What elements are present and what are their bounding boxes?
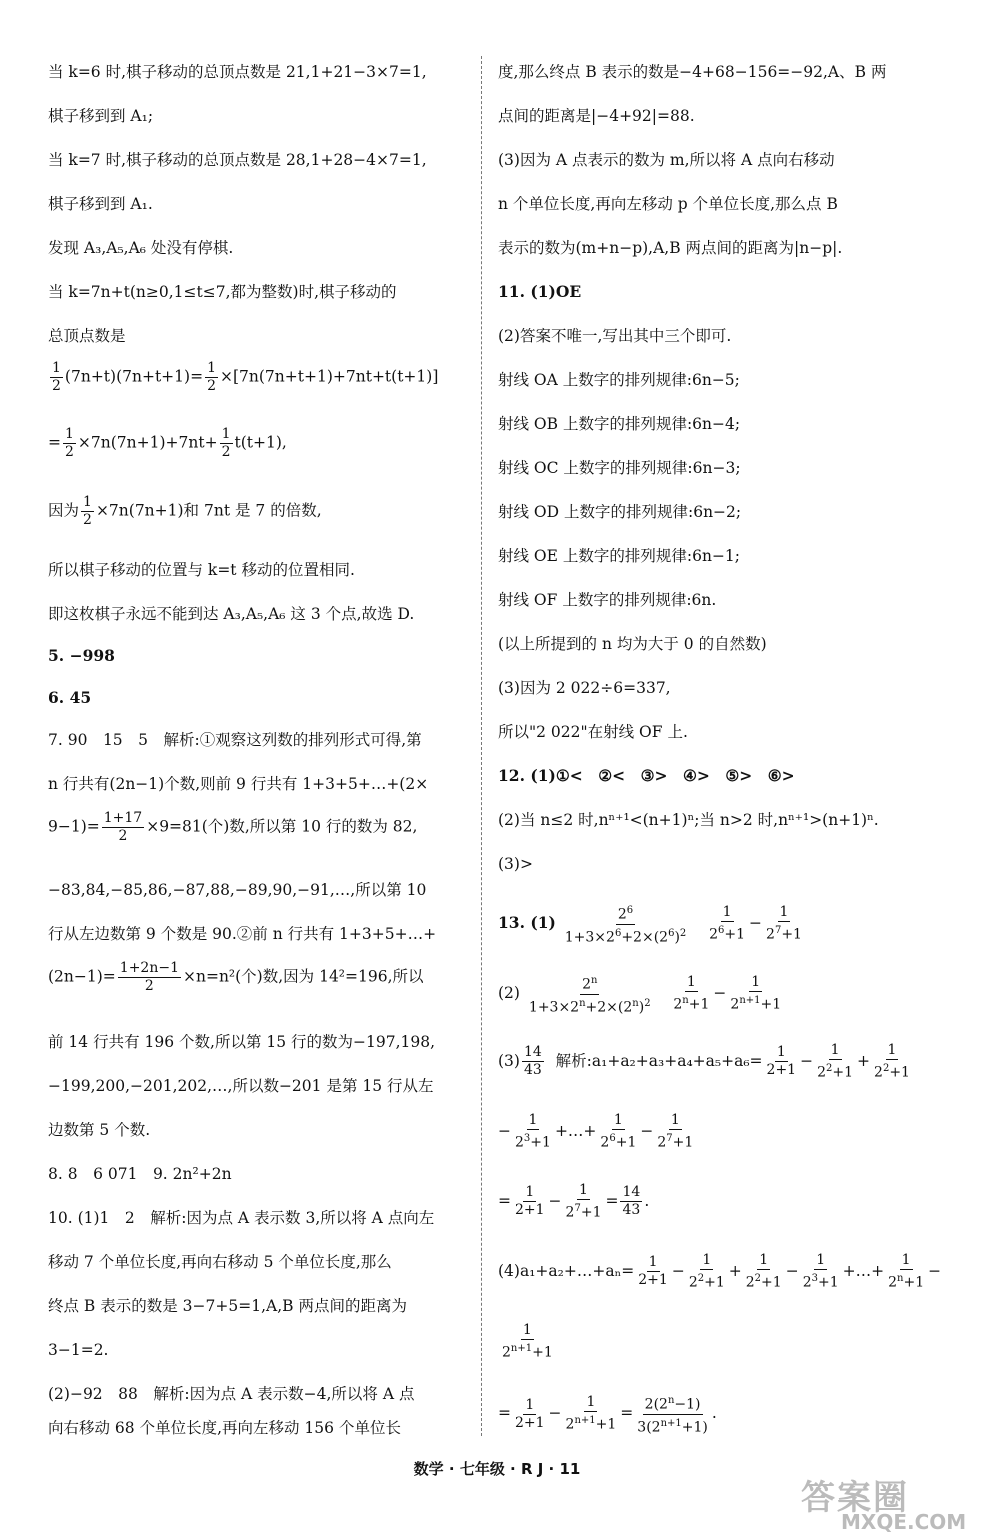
formula-text: ×9=81(个)数,所以第 10 行的数为 82, <box>146 817 418 836</box>
formula-text: (3) <box>498 1051 520 1070</box>
formula-text: t(t+1), <box>234 433 287 452</box>
formula-line <box>48 494 322 529</box>
fraction: $\frac{1}{2^3+1}$ <box>515 1112 551 1151</box>
answer-5: 5. −998 <box>48 646 115 665</box>
formula-line <box>48 426 287 461</box>
text-line: 当 k=7 时,棋子移动的总顶点数是 28,1+28−4×7=1, <box>48 151 427 169</box>
text-line: −199,200,−201,202,…,所以数−201 是第 15 行从左 <box>48 1077 434 1095</box>
fraction: $\frac{1}{2^2+1}$ <box>745 1252 782 1291</box>
formula-text: ×7n(7n+1)+7nt+ <box>77 433 218 452</box>
text-line: 度,那么终点 B 表示的数是−4+68−156=−92,A、B 两 <box>498 63 887 81</box>
formula-text: (7n+t)(7n+t+1)= <box>64 367 204 386</box>
text-line: (2)当 n≤2 时,nⁿ⁺¹<(n+1)ⁿ;当 n>2 时,nⁿ⁺¹>(n+1)ⁿ. <box>498 811 879 829</box>
fraction: $\frac{1}{2}$ <box>65 426 74 460</box>
formula-line: = $\frac{1}{2+1}$ − $\frac{1}{2^7+1}$ = $\frac{14}{43}$ . <box>498 1182 650 1221</box>
fraction: $\frac{1+17}{2}$ <box>103 810 143 844</box>
text-line: (2)答案不唯一,写出其中三个即可. <box>498 327 732 345</box>
fraction: $\frac{1}{2}$ <box>83 494 92 528</box>
fraction: $\frac{1}{2^6+1}$ <box>709 904 746 943</box>
formula-line: (2) $\frac{2^n}{1+3\times 2^n+2\times(2^n)^2}$ $\frac{1}{2^n+1}$ − $\frac{1}{2^{n+1}+1}$ <box>498 972 785 1016</box>
formula-text: = <box>498 1404 511 1423</box>
formula-line <box>498 1322 557 1362</box>
text-line: 射线 OD 上数字的排列规律:6n−2; <box>498 503 742 521</box>
fraction: $\frac{1}{2}$ <box>207 360 216 394</box>
formula-text: 因为 <box>48 501 80 520</box>
fraction: $\frac{1}{2}$ <box>52 360 61 394</box>
fraction: $\frac{1}{2+1}$ <box>515 1184 545 1219</box>
text-line: 棋子移到到 A₁. <box>48 195 153 213</box>
text-line: (3)> <box>498 855 533 873</box>
formula-line <box>48 960 424 995</box>
formula-line: = $\frac{1}{2+1}$ − $\frac{1}{2^{n+1}+1}$ = $\frac{2(2^n-1)}{3(2^{n+1}+1)}$ . <box>498 1392 717 1436</box>
formula-text: (2n−1)= <box>48 967 116 986</box>
text-line: 当 k=7n+t(n≥0,1≤t≤7,都为整数)时,棋子移动的 <box>48 283 397 301</box>
formula-text: ×[7n(7n+t+1)+7nt+t(t+1)] <box>220 367 439 386</box>
text-line: 射线 OB 上数字的排列规律:6n−4; <box>498 415 741 433</box>
text-line: 总顶点数是 <box>48 327 126 345</box>
text-line: 所以棋子移动的位置与 k=t 移动的位置相同. <box>48 561 355 579</box>
page-footer: 数学 · 七年级 · R J · 11 <box>413 1460 581 1478</box>
text-line: 行从左边数第 9 个数是 90.②前 n 行共有 1+3+5+…+ <box>48 925 437 943</box>
answer-7: 7. 90 15 5 解析:①观察这列数的排列形式可得,第 <box>48 731 422 749</box>
text-line: (3)因为 A 点表示的数为 m,所以将 A 点向右移动 <box>498 151 835 169</box>
formula-text: (2) <box>498 984 520 1003</box>
formula-text: − <box>498 1121 511 1140</box>
formula-text: (4)a₁+a₂+…+aₙ= <box>498 1261 635 1280</box>
text-line: −83,84,−85,86,−87,88,−89,90,−91,…,所以第 10 <box>48 881 427 899</box>
formula-line <box>48 360 438 395</box>
formula-line: (3) $\frac{14}{43}$ 解析:a₁+a₂+a₃+a₄+a₅+a₆= $\frac{1}{2+1}$ − $\frac{1}{2^2+1}$ + $\frac{1}{2^2+1}$ <box>498 1042 910 1081</box>
fraction: $\frac{1}{2^6+1}$ <box>600 1112 637 1151</box>
fraction: $\frac{1}{2+1}$ <box>638 1254 668 1289</box>
formula-text: 13. (1) <box>498 913 556 933</box>
answer-6: 6. 45 <box>48 688 92 707</box>
formula-text: ×n=n²(个)数,因为 14²=196,所以 <box>182 967 424 986</box>
answer-11: 11. (1)OE <box>498 282 582 301</box>
watermark-logo: 答案圈 MXQE.COM <box>801 1478 967 1534</box>
answer-12: 12. (1)①< ②< ③> ④> ⑤> ⑥> <box>498 766 795 785</box>
column-divider <box>481 56 482 1436</box>
text-line: n 行共有(2n−1)个数,则前 9 行共有 1+3+5+…+(2× <box>48 775 429 793</box>
text-line: 终点 B 表示的数是 3−7+5=1,A,B 两点间的距离为 <box>48 1297 407 1315</box>
formula-text: ×7n(7n+1)和 7nt 是 7 的倍数, <box>95 501 322 520</box>
fraction: $\frac{1}{2^n+1}$ <box>888 1252 925 1291</box>
formula-line <box>48 810 417 845</box>
text-line: 棋子移到到 A₁; <box>48 107 154 125</box>
formula-text: = <box>48 433 61 452</box>
text-line: 点间的距离是|−4+92|=88. <box>498 107 695 125</box>
fraction: $\frac{1}{2+1}$ <box>515 1396 545 1431</box>
fraction: $\frac{2^6}{1+3\times 2^6+2\times(2^6)^2}$ <box>563 902 689 946</box>
text-line: n 个单位长度,再向左移动 p 个单位长度,那么点 B <box>498 195 838 213</box>
fraction: $\frac{1}{2^{n+1}+1}$ <box>730 974 782 1013</box>
text-line: 表示的数为(m+n−p),A,B 两点间的距离为|n−p|. <box>498 239 843 257</box>
formula-text: = <box>498 1191 511 1210</box>
formula-line: (4)a₁+a₂+…+aₙ= $\frac{1}{2+1}$ − $\frac{1}{2^2+1}$ + $\frac{1}{2^2+1}$ − $\frac{1}{2^3+1}$ +…+ $\frac{1}{2^n+1}$ − <box>498 1252 942 1291</box>
text-line: 前 14 行共有 196 个数,所以第 15 行的数为−197,198, <box>48 1033 436 1051</box>
fraction: $\frac{1}{2}$ <box>221 426 231 460</box>
text-line: 发现 A₃,A₅,A₆ 处没有停棋. <box>48 239 234 257</box>
fraction: $\frac{1}{2^n+1}$ <box>673 974 710 1013</box>
text-line: 向右移动 68 个单位长度,再向左移动 156 个单位长 <box>48 1419 401 1437</box>
fraction: $\frac{1}{2+1}$ <box>766 1044 797 1079</box>
formula-text: 9−1)= <box>48 817 100 836</box>
text-line: 所以"2 022"在射线 OF 上. <box>498 723 688 741</box>
answer-8-9: 8. 8 6 071 9. 2n²+2n <box>48 1165 232 1183</box>
text-line: 射线 OC 上数字的排列规律:6n−3; <box>498 459 741 477</box>
fraction: $\frac{14}{43}$ <box>523 1044 542 1079</box>
fraction: $\frac{1}{2^2+1}$ <box>817 1042 854 1081</box>
answer-13: 13. (1) $\frac{2^6}{1+3\times 2^6+2\times(2^6)^2}$ $\frac{1}{2^6+1}$ − $\frac{1}{2^7+1}$ <box>498 902 806 946</box>
fraction: $\frac{1}{2^{n+1}+1}$ <box>565 1394 617 1433</box>
text-line: (2)−92 88 解析:因为点 A 表示数−4,所以将 A 点 <box>48 1385 415 1403</box>
text-line: 即这枚棋子永远不能到达 A₃,A₅,A₆ 这 3 个点,故选 D. <box>48 605 415 623</box>
text-line: 3−1=2. <box>48 1341 109 1359</box>
text-line: 射线 OE 上数字的排列规律:6n−1; <box>498 547 741 565</box>
formula-text: 解析:a₁+a₂+a₃+a₄+a₅+a₆= <box>555 1051 763 1070</box>
text-line: (3)因为 2 022÷6=337, <box>498 679 671 697</box>
fraction: $\frac{14}{43}$ <box>622 1184 641 1219</box>
text-line: 边数第 5 个数. <box>48 1121 151 1139</box>
text-line: 射线 OF 上数字的排列规律:6n. <box>498 591 717 609</box>
fraction: $\frac{1}{2^7+1}$ <box>565 1182 602 1221</box>
fraction: $\frac{1}{2^7+1}$ <box>766 904 802 943</box>
answer-10: 10. (1)1 2 解析:因为点 A 表示数 3,所以将 A 点向左 <box>48 1209 435 1227</box>
fraction: $\frac{1}{2^{n+1}+1}$ <box>502 1322 553 1361</box>
text-line: 当 k=6 时,棋子移动的总顶点数是 21,1+21−3×7=1, <box>48 63 427 81</box>
fraction: $\frac{1}{2^3+1}$ <box>802 1252 839 1291</box>
fraction: $\frac{2(2^n-1)}{3(2^{n+1}+1)}$ <box>635 1392 710 1436</box>
text-line: (以上所提到的 n 均为大于 0 的自然数) <box>498 635 767 653</box>
formula-line: − $\frac{1}{2^3+1}$ +…+ $\frac{1}{2^6+1}$ − $\frac{1}{2^7+1}$ <box>498 1112 694 1151</box>
fraction: $\frac{2^n}{1+3\times 2^n+2\times(2^n)^2}$ <box>527 972 653 1016</box>
fraction: $\frac{1}{2^2+1}$ <box>688 1252 725 1291</box>
text-line: 移动 7 个单位长度,再向右移动 5 个单位长度,那么 <box>48 1253 392 1271</box>
fraction: $\frac{1+2n-1}{2}$ <box>119 960 179 994</box>
fraction: $\frac{1}{2^2+1}$ <box>874 1042 910 1081</box>
fraction: $\frac{1}{2^7+1}$ <box>657 1112 694 1151</box>
text-line: 射线 OA 上数字的排列规律:6n−5; <box>498 371 740 389</box>
